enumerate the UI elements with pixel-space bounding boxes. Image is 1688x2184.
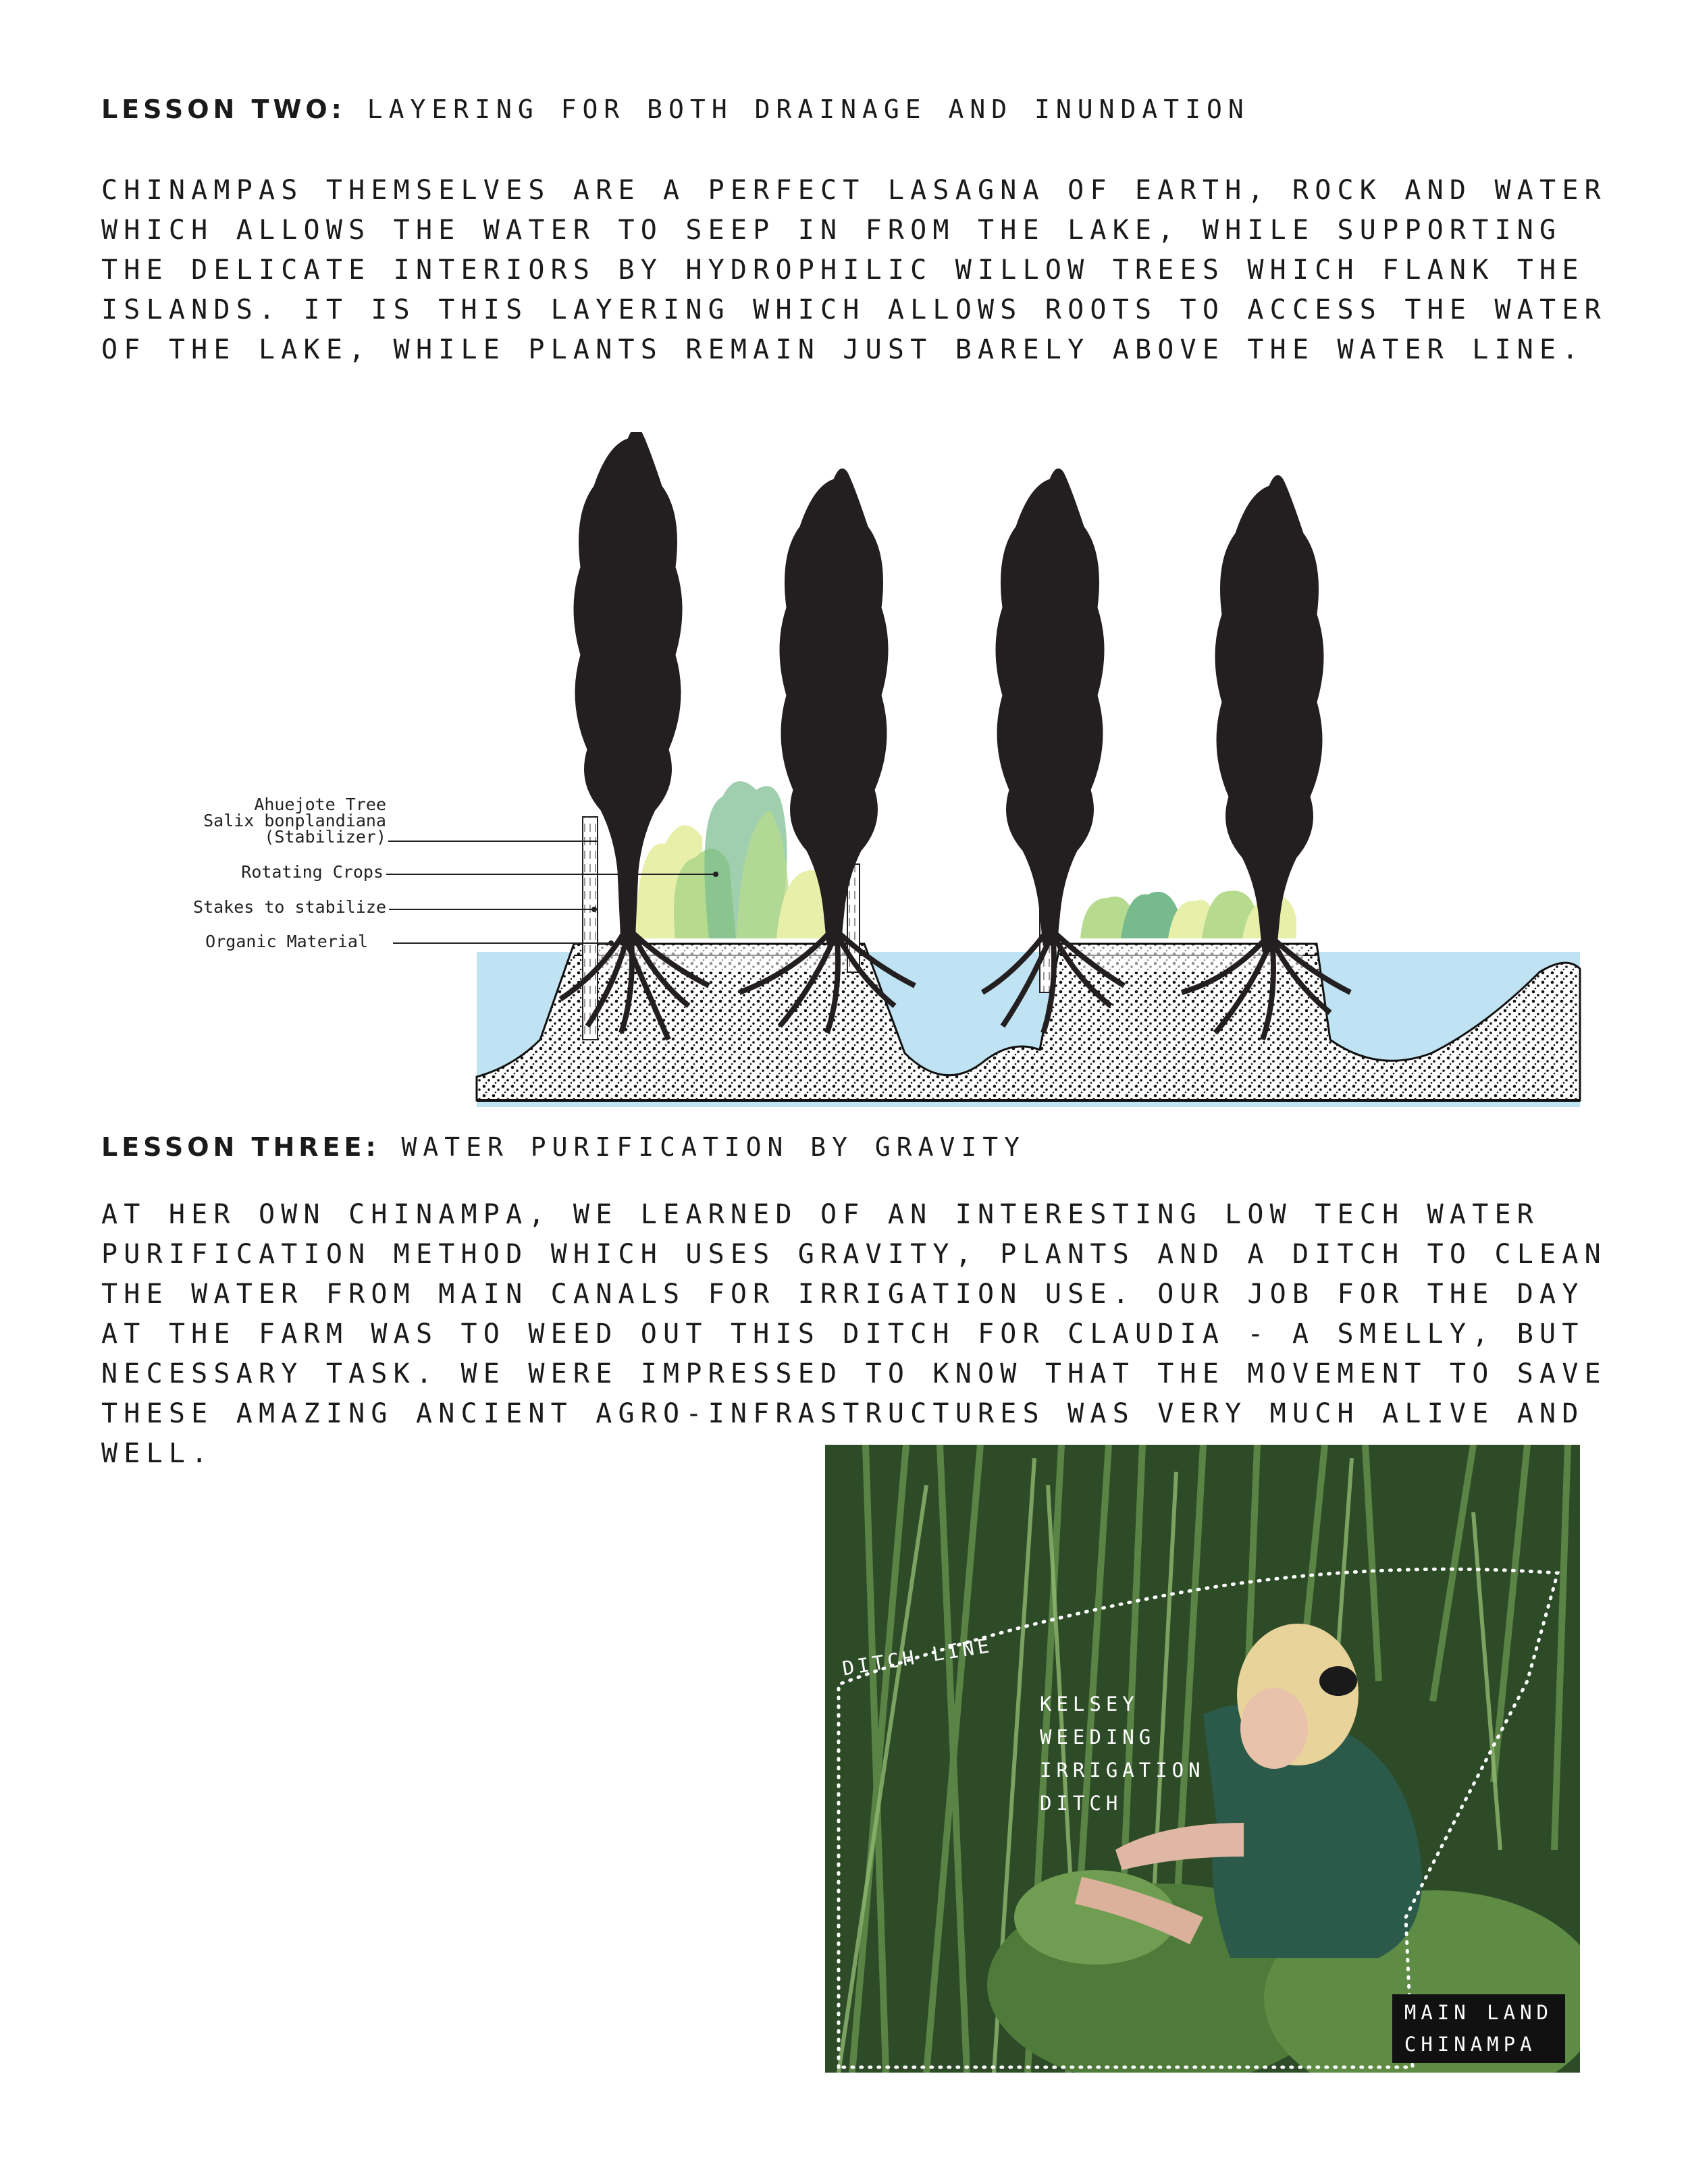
lesson-three-lead: LESSON THREE: <box>101 1132 380 1162</box>
lesson-two-heading <box>101 95 1250 124</box>
ditch-line-label: DITCH LINE <box>841 1633 995 1680</box>
caption-line: KELSEY <box>1040 1693 1139 1715</box>
photo-caption <box>1040 1688 1205 1820</box>
label-tree-line2: Salix bonplandiana <box>203 811 386 830</box>
lesson-three-title: WATER PURIFICATION BY GRAVITY <box>401 1132 1026 1162</box>
label-organic-material: Organic Material <box>205 932 368 951</box>
lesson-two-lead: LESSON TWO: <box>101 95 346 124</box>
label-tree-line1: Ahuejote Tree <box>254 795 386 814</box>
rotating-crops <box>635 781 1296 938</box>
caption-line: IRRIGATION <box>1040 1759 1205 1782</box>
corner-line: MAIN LAND <box>1404 2001 1553 2024</box>
label-tree-line3: (Stabilizer) <box>264 827 386 847</box>
irrigation-ditch-photo <box>825 1445 1580 2073</box>
lesson-three-heading <box>101 1132 1026 1162</box>
chinampa-section-diagram <box>0 432 1688 1114</box>
corner-line: CHINAMPA <box>1404 2033 1537 2056</box>
label-stakes: Stakes to stabilize <box>193 897 386 917</box>
main-land-chinampa-label <box>1392 1994 1565 2063</box>
stake <box>583 817 598 1040</box>
caption-line: DITCH <box>1040 1792 1123 1815</box>
lesson-three-body: AT HER OWN CHINAMPA, WE LEARNED OF AN INTERESTING LOW TECH WATER PURIFICATION METHOD WHICH USES GRAVITY, PLANTS AND A DITCH TO CLEAN THE WATER FROM MAIN CANALS FOR IRRIGATION USE. OUR JOB FOR THE DAY AT THE FARM WAS TO WEED OUT THIS DITCH FOR CLAUDIA - A SMELLY, BUT NECESSARY TASK. WE WERE IMPRESSED TO KNOW THAT THE MOVEMENT TO SAVE THESE AMAZING ANCIENT AGRO-INFRASTRUCTURES WAS VERY MUCH ALIVE AND WELL. <box>101 1199 1607 1469</box>
lesson-two-title: LAYERING FOR BOTH DRAINAGE AND INUNDATION <box>367 95 1250 124</box>
label-rotating-crops: Rotating Crops <box>241 862 384 882</box>
caption-line: WEEDING <box>1040 1726 1156 1749</box>
lesson-two-body: CHINAMPAS THEMSELVES ARE A PERFECT LASAGNA OF EARTH, ROCK AND WATER WHICH ALLOWS THE WATER TO SEEP IN FROM THE LAKE, WHILE SUPPORTING THE DELICATE INTERIORS BY HYDROPHILIC WILLOW TREES WHICH FLANK THE ISLANDS. IT IS THIS LAYERING WHICH ALLOWS ROOTS TO ACCESS THE WATER OF THE LAKE, WHILE PLANTS REMAIN JUST BARELY ABOVE THE WATER LINE. <box>101 175 1607 365</box>
